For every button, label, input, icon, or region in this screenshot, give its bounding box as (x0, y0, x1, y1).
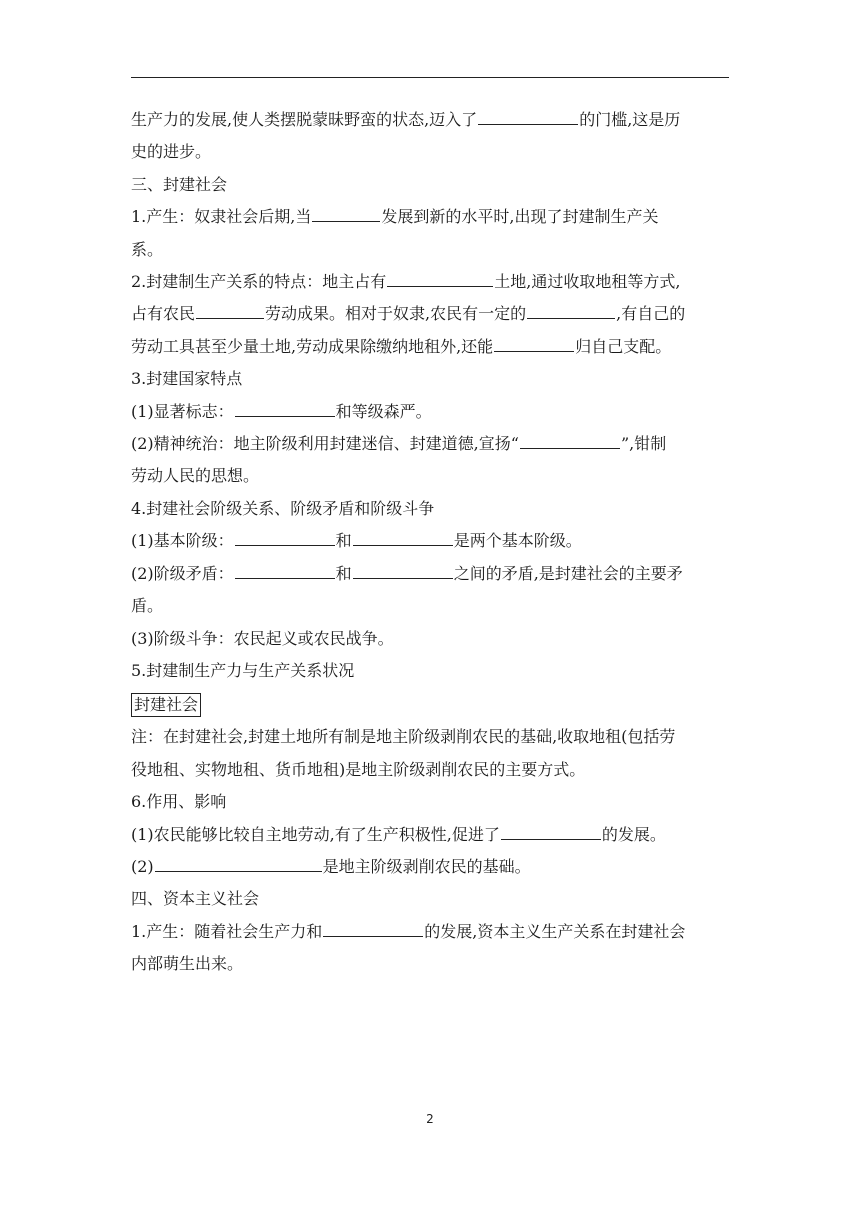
heading-text: 三、封建社会 (131, 174, 228, 194)
heading-text: 四、资本主义社会 (131, 889, 260, 909)
paragraph (131, 363, 731, 395)
text: 史的进步。 (131, 142, 212, 162)
paragraph (131, 298, 731, 330)
text: 的发展。 (601, 824, 666, 844)
text: 生产力的发展,使人类摆脱蒙昧野蛮的状态,迈入了 (131, 110, 478, 129)
text: 劳动成果。相对于奴隶,农民有一定的 (265, 304, 527, 324)
fill-blank[interactable] (196, 304, 264, 319)
text: 的门槛,这是历 (579, 110, 681, 129)
page-body (131, 104, 731, 981)
paragraph (131, 916, 731, 948)
header-rule (131, 77, 729, 78)
text: 劳动工具甚至少量土地,劳动成果除缴纳地租外,还能 (131, 336, 494, 356)
paragraph (131, 851, 731, 883)
text: 发展到新的水平时,出现了封建制生产关 (381, 207, 659, 227)
text: 之间的矛盾,是封建社会的主要矛 (453, 563, 683, 583)
fill-blank[interactable] (235, 402, 335, 417)
paragraph (131, 396, 731, 428)
text: 5.封建制生产力与生产关系状况 (131, 660, 355, 680)
fill-blank[interactable] (235, 531, 335, 546)
text: (3)阶级斗争：农民起义或农民战争。 (131, 628, 394, 648)
section-heading (131, 883, 731, 915)
text: 3.封建国家特点 (131, 369, 243, 389)
paragraph (131, 558, 731, 590)
fill-blank[interactable] (494, 337, 574, 352)
boxed-label-row (131, 687, 731, 721)
text: 占有农民 (131, 304, 196, 324)
fill-blank[interactable] (353, 564, 453, 579)
paragraph (131, 201, 731, 233)
text: 和 (335, 563, 352, 583)
text: 归自己支配。 (575, 336, 672, 356)
text: (1)显著标志： (131, 401, 234, 421)
paragraph (131, 331, 731, 363)
paragraph (131, 590, 731, 622)
fill-blank[interactable] (527, 304, 615, 319)
paragraph (131, 493, 731, 525)
fill-blank[interactable] (501, 825, 601, 840)
text: 4.封建社会阶级关系、阶级矛盾和阶级斗争 (131, 498, 435, 518)
text: 2.封建制生产关系的特点：地主占有 (131, 272, 387, 292)
text: (1)基本阶级： (131, 531, 234, 551)
note (131, 754, 731, 786)
fill-blank[interactable] (387, 272, 493, 287)
text: 和等级森严。 (335, 401, 432, 421)
paragraph (131, 428, 731, 460)
paragraph (131, 525, 731, 557)
text: (2)阶级矛盾： (131, 563, 234, 583)
text: 注：在封建社会,封建土地所有制是地主阶级剥削农民的基础,收取地租(包括劳 (131, 727, 676, 747)
text: 是两个基本阶级。 (453, 531, 582, 551)
paragraph (131, 460, 731, 492)
paragraph (131, 266, 731, 298)
paragraph (131, 104, 731, 136)
paragraph (131, 136, 731, 168)
boxed-label: 封建社会 (131, 693, 201, 717)
page-number: 2 (426, 1112, 434, 1126)
fill-blank[interactable] (520, 434, 620, 449)
paragraph (131, 234, 731, 266)
fill-blank[interactable] (323, 922, 423, 937)
paragraph (131, 655, 731, 687)
fill-blank[interactable] (155, 857, 322, 872)
text: 内部萌生出来。 (131, 954, 244, 974)
text: 盾。 (131, 596, 164, 616)
fill-blank[interactable] (312, 207, 380, 222)
note (131, 721, 731, 753)
text: (2)精神统治：地主阶级利用封建迷信、封建道德,宣扬“ (131, 434, 519, 454)
fill-blank[interactable] (353, 531, 453, 546)
text: ,有自己的 (616, 304, 686, 324)
paragraph (131, 786, 731, 818)
text: 6.作用、影响 (131, 792, 227, 812)
fill-blank[interactable] (235, 564, 335, 579)
text: 1.产生：奴隶社会后期,当 (131, 207, 312, 227)
fill-blank[interactable] (478, 110, 578, 125)
text: (1)农民能够比较自主地劳动,有了生产积极性,促进了 (131, 824, 500, 844)
section-heading (131, 169, 731, 201)
text: 是地主阶级剥削农民的基础。 (322, 856, 531, 876)
text: 劳动人民的思想。 (131, 466, 260, 486)
text: ”,钳制 (620, 434, 667, 454)
text: 役地租、实物地租、货币地租)是地主阶级剥削农民的主要方式。 (131, 759, 586, 779)
text: 土地,通过收取地租等方式, (494, 272, 681, 292)
paragraph (131, 819, 731, 851)
text: 的发展,资本主义生产关系在封建社会 (424, 921, 686, 941)
text: 和 (335, 531, 352, 551)
text: 系。 (131, 239, 164, 259)
paragraph (131, 623, 731, 655)
text: 1.产生：随着社会生产力和 (131, 921, 323, 941)
paragraph (131, 948, 731, 980)
text: (2) (131, 856, 154, 876)
